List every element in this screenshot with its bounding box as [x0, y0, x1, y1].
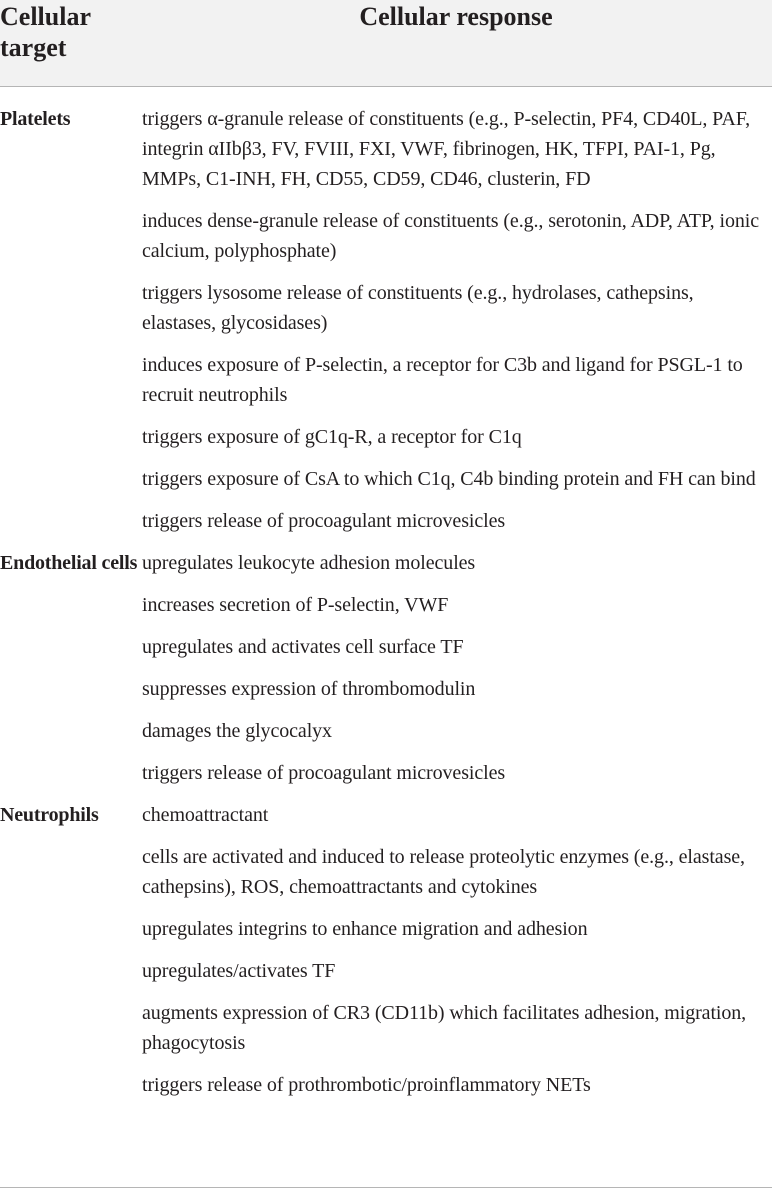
cellular-response-cell: suppresses expression of thrombomodulin [142, 678, 476, 700]
cellular-response-cell: triggers α-granule release of constituents (e.g., P-selectin, PF4, CD40L, PAF, integrin αIIbβ3, FV, FVIII, FXI, VWF, fibrinogen, HK, TFPI, PAI-1, Pg, MMPs, C1-INH, FH, CD55, CD59, CD46, clusterin, FD [142, 108, 751, 190]
cellular-target-cell: Neutrophils [0, 804, 99, 826]
table-header [0, 0, 772, 86]
cellular-response-cell: induces exposure of P-selectin, a receptor for C3b and ligand for PSGL-1 to recruit neutrophils [142, 354, 743, 406]
cellular-response-list [142, 548, 768, 788]
cellular-response-cell: upregulates integrins to enhance migration and adhesion [142, 918, 588, 940]
cellular-response-cell: chemoattractant [142, 804, 269, 826]
cellular-response-list [142, 800, 768, 1100]
table-body [0, 104, 772, 1112]
cellular-response-cell: triggers release of procoagulant microvesicles [142, 762, 506, 784]
cellular-target-cell: Platelets [0, 108, 71, 130]
table-row-group [0, 800, 772, 1100]
cellular-response-cell: augments expression of CR3 (CD11b) which facilitates adhesion, migration, phagocytosis [142, 1002, 747, 1054]
cellular-response-cell: triggers release of procoagulant microvesicles [142, 510, 506, 532]
table-bottom-rule [0, 1187, 772, 1188]
cellular-response-cell: induces dense-granule release of constituents (e.g., serotonin, ADP, ATP, ionic calcium, polyphosphate) [142, 210, 759, 262]
cellular-response-cell: upregulates leukocyte adhesion molecules [142, 552, 476, 574]
cellular-response-cell: upregulates and activates cell surface TF [142, 636, 464, 658]
cellular-target-cell: Endothelial cells [0, 552, 138, 574]
cellular-response-cell: increases secretion of P-selectin, VWF [142, 594, 449, 616]
cellular-response-cell: cells are activated and induced to release proteolytic enzymes (e.g., elastase, cathepsins), ROS, chemoattractants and cytokines [142, 846, 745, 898]
table-row-group [0, 548, 772, 788]
header-cellular-target: Cellular target [0, 2, 91, 62]
cellular-response-cell: damages the glycocalyx [142, 720, 332, 742]
header-cellular-response: Cellular response [359, 2, 553, 31]
cellular-response-cell: triggers exposure of CsA to which C1q, C4b binding protein and FH can bind [142, 468, 756, 490]
cellular-response-cell: upregulates/activates TF [142, 960, 336, 982]
table-row-group [0, 104, 772, 536]
cellular-response-list [142, 104, 768, 536]
header-divider [0, 86, 772, 87]
cellular-response-cell: triggers release of prothrombotic/proinflammatory NETs [142, 1074, 591, 1096]
cellular-response-cell: triggers exposure of gC1q-R, a receptor for C1q [142, 426, 522, 448]
cellular-response-cell: triggers lysosome release of constituents (e.g., hydrolases, cathepsins, elastases, glycosidases) [142, 282, 694, 334]
